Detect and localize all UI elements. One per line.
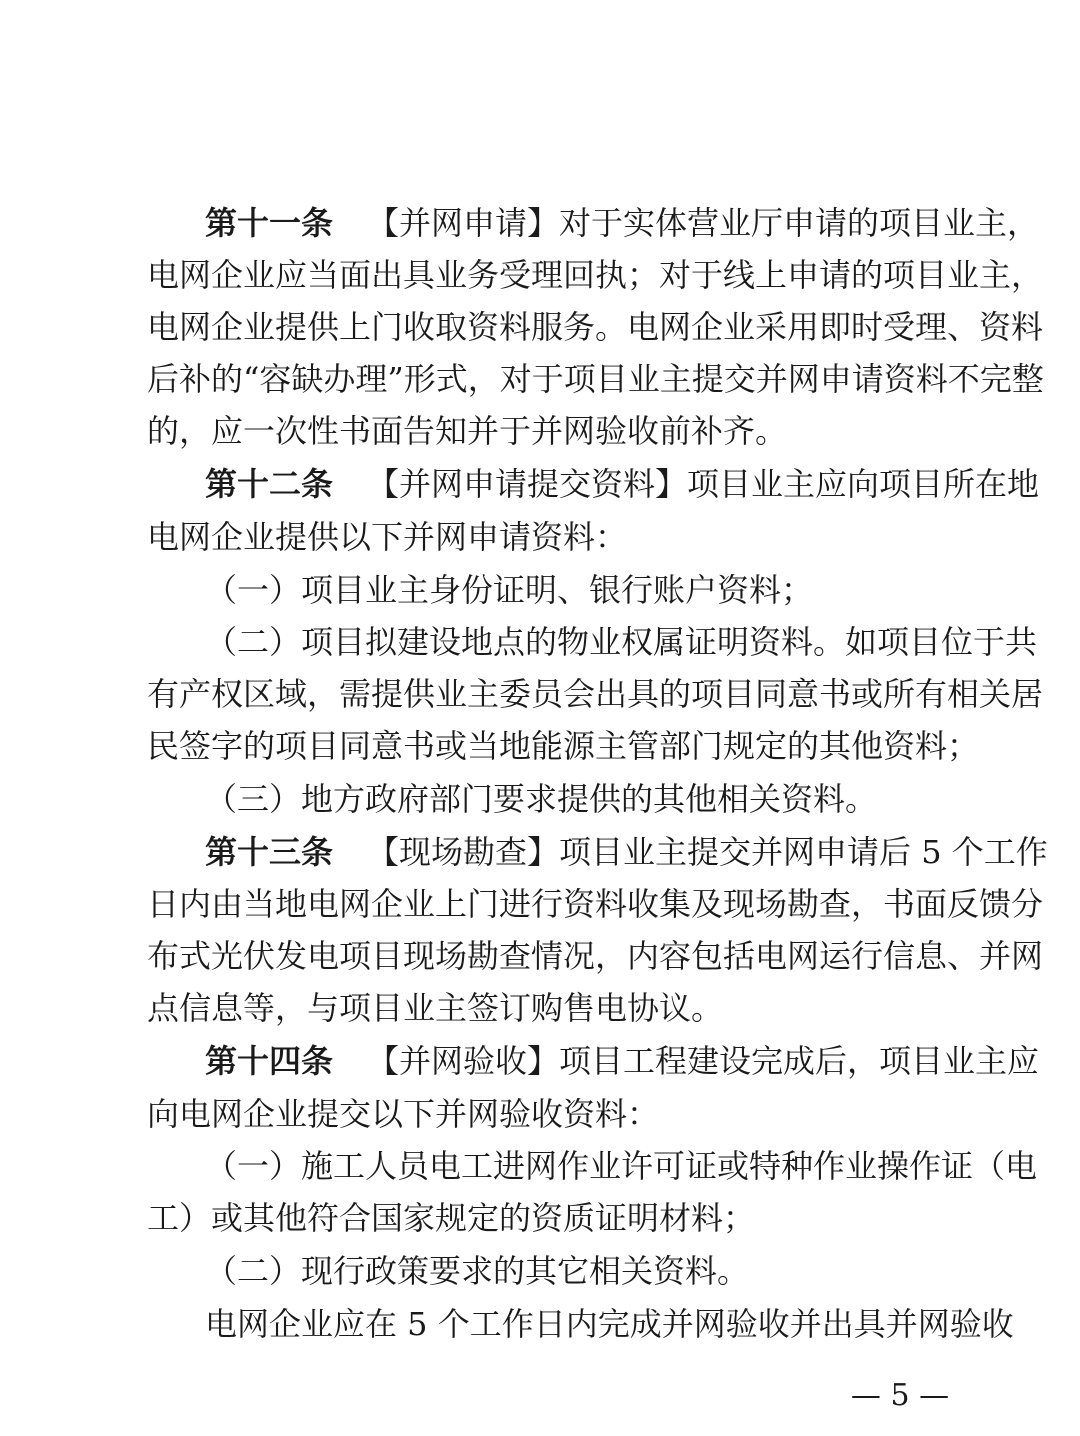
article-11-line-5: 的，应一次性书面告知并于并网验收前补齐。	[147, 412, 788, 450]
article-14-item-2: （二）现行政策要求的其它相关资料。	[205, 1252, 750, 1290]
article-11-line-2: 电网企业应当面出具业务受理回执；对于线上申请的项目业主，	[147, 256, 1044, 294]
article-11-line-1: 第十一条 【并网申请】对于实体营业厅申请的项目业主，	[205, 204, 1040, 242]
article-12-item-1: （一）项目业主身份证明、银行账户资料；	[205, 571, 814, 609]
article-11-heading: 第十一条	[205, 204, 334, 242]
article-13-line-4: 点信息等，与项目业主签订购售电协议。	[147, 989, 724, 1027]
article-12-item-3: （三）地方政府部门要求提供的其他相关资料。	[205, 780, 878, 818]
article-12-item-2-line-2: 有产权区域，需提供业主委员会出具的项目同意书或所有相关居	[147, 675, 1044, 713]
article-12-line-1: 第十二条 【并网申请提交资料】项目业主应向项目所在地	[205, 465, 1040, 503]
article-12-item-2-line-3: 民签字的项目同意书或当地能源主管部门规定的其他资料；	[147, 727, 980, 765]
article-11-line-4: 后补的“容缺办理”形式，对于项目业主提交并网申请资料不完整	[147, 360, 1044, 398]
article-13-line-2: 日内由当地电网企业上门进行资料收集及现场勘查，书面反馈分	[147, 885, 1044, 923]
article-14-heading: 第十四条	[205, 1042, 334, 1080]
article-13-heading: 第十三条	[205, 833, 334, 871]
article-12-item-2-line-1: （二）项目拟建设地点的物业权属证明资料。如项目位于共	[205, 623, 1038, 661]
article-13-line-3: 布式光伏发电项目现场勘查情况，内容包括电网运行信息、并网	[147, 937, 1044, 975]
article-14-line-1: 第十四条 【并网验收】项目工程建设完成后，项目业主应	[205, 1042, 1040, 1080]
closing-line: 电网企业应在 5 个工作日内完成并网验收并出具并网验收	[205, 1305, 1014, 1343]
article-14-item-1-line-2: 工）或其他符合国家规定的资质证明材料；	[147, 1199, 756, 1237]
article-12-line-2: 电网企业提供以下并网申请资料：	[147, 518, 628, 556]
article-13-line-1: 第十三条 【现场勘查】项目业主提交并网申请后 5 个工作	[205, 833, 1048, 871]
article-11-line-3: 电网企业提供上门收取资料服务。电网企业采用即时受理、资料	[147, 308, 1044, 346]
page-number: — 5 —	[850, 1378, 950, 1413]
article-14-item-1-line-1: （一）施工人员电工进网作业许可证或特种作业操作证（电	[205, 1147, 1038, 1185]
article-12-heading: 第十二条	[205, 465, 334, 503]
article-14-line-2: 向电网企业提交以下并网验收资料：	[147, 1095, 660, 1133]
